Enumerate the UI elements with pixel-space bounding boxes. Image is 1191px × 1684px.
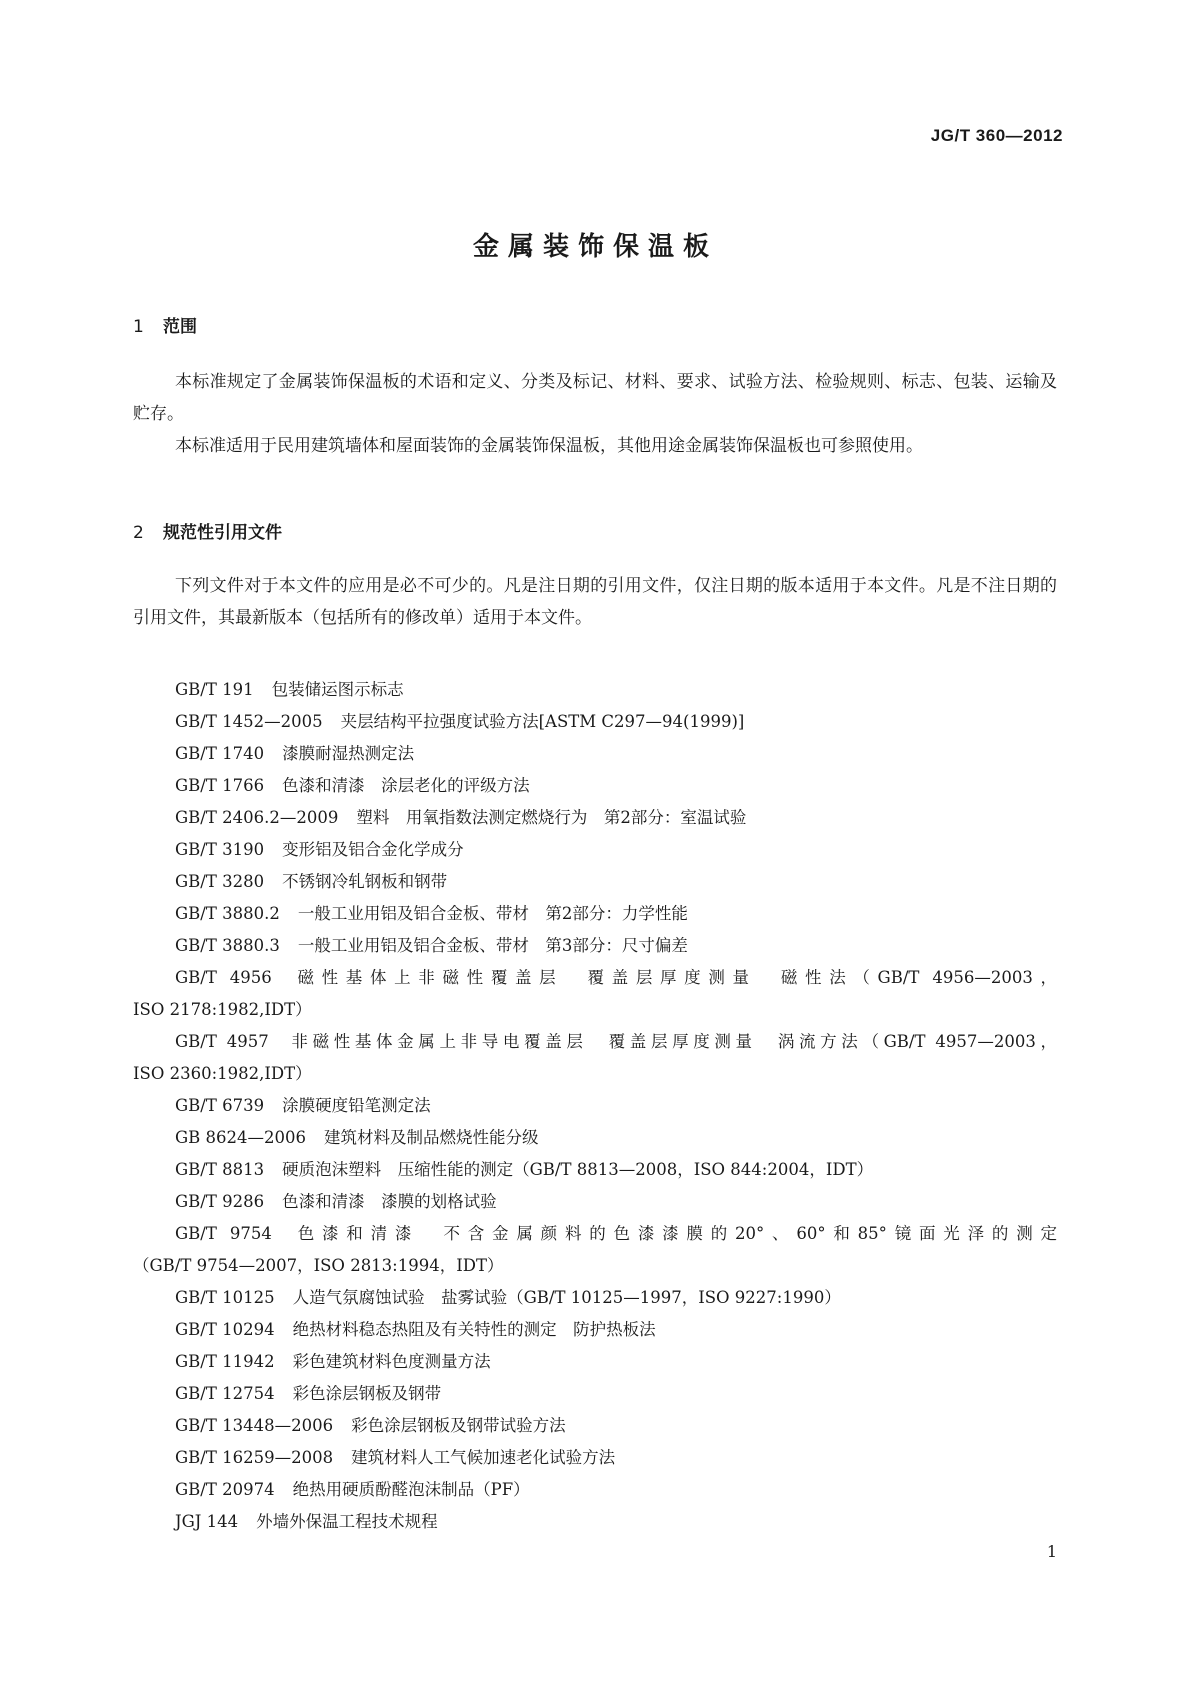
section-title: 范围	[163, 317, 197, 337]
reference-title: 色漆和清漆 不含金属颜料的色漆漆膜的20°、60°和85°镜面光泽的测定	[289, 1224, 1057, 1243]
reference-code: GB/T 10294	[175, 1320, 275, 1339]
reference-code: GB/T 191	[175, 680, 254, 699]
reference-title: 彩色涂层钢板及钢带试验方法	[351, 1416, 566, 1435]
reference-item	[175, 1282, 1057, 1314]
reference-title: 包装储运图示标志	[271, 680, 404, 699]
reference-title: 夹层结构平拉强度试验方法[ASTM C297—94(1999)]	[340, 712, 745, 731]
reference-title: 一般工业用铝及铝合金板、带材 第2部分：力学性能	[297, 904, 688, 923]
reference-line	[175, 962, 1057, 994]
reference-item	[175, 1410, 1057, 1442]
reference-item	[175, 1506, 1057, 1538]
reference-item	[175, 866, 1057, 898]
reference-title: 人造气氛腐蚀试验 盐雾试验（GB/T 10125—1997，ISO 9227:1990）	[292, 1288, 841, 1307]
reference-title: 绝热材料稳态热阻及有关特性的测定 防护热板法	[292, 1320, 656, 1339]
reference-title: 塑料 用氧指数法测定燃烧行为 第2部分：室温试验	[356, 808, 747, 827]
reference-code: GB/T 9754	[175, 1224, 272, 1243]
reference-title-continued: （GB/T 9754—2007，ISO 2813:1994，IDT）	[133, 1256, 504, 1275]
reference-code: GB/T 8813	[175, 1160, 265, 1179]
reference-code: GB/T 10125	[175, 1288, 275, 1307]
reference-title: 彩色建筑材料色度测量方法	[292, 1352, 491, 1371]
section-number: 1	[133, 317, 144, 337]
reference-code: GB/T 12754	[175, 1384, 275, 1403]
reference-code: GB/T 3880.2	[175, 904, 280, 923]
reference-item	[133, 1026, 1057, 1090]
reference-code: JGJ 144	[175, 1512, 239, 1531]
reference-code: GB 8624—2006	[175, 1128, 307, 1147]
reference-title: 磁性基体上非磁性覆盖层 覆盖层厚度测量 磁性法（GB/T 4956—2003，	[289, 968, 1057, 987]
reference-title: 涂膜硬度铅笔测定法	[282, 1096, 431, 1115]
reference-item	[175, 898, 1057, 930]
reference-code: GB/T 6739	[175, 1096, 265, 1115]
reference-code: GB/T 3190	[175, 840, 265, 859]
reference-code: GB/T 3280	[175, 872, 265, 891]
reference-title: 变形铝及铝合金化学成分	[282, 840, 464, 859]
section-1-heading	[133, 312, 197, 337]
reference-code: GB/T 9286	[175, 1192, 265, 1211]
reference-code: GB/T 11942	[175, 1352, 275, 1371]
document-title: 金属装饰保温板	[472, 232, 718, 262]
reference-item	[175, 1122, 1057, 1154]
reference-title: 硬质泡沫塑料 压缩性能的测定（GB/T 8813—2008，ISO 844:2004，IDT）	[282, 1160, 874, 1179]
page-number: 1	[1046, 1542, 1057, 1561]
reference-item	[175, 706, 1057, 738]
reference-item	[175, 1154, 1057, 1186]
reference-title: 漆膜耐湿热测定法	[282, 744, 415, 763]
reference-code: GB/T 20974	[175, 1480, 275, 1499]
scope-paragraph-2: 本标准适用于民用建筑墙体和屋面装饰的金属装饰保温板，其他用途金属装饰保温板也可参照使用。	[175, 436, 923, 456]
reference-title: 建筑材料人工气候加速老化试验方法	[351, 1448, 616, 1467]
reference-title: 绝热用硬质酚醛泡沫制品（PF）	[292, 1480, 530, 1499]
reference-item	[175, 770, 1057, 802]
reference-item	[175, 930, 1057, 962]
reference-title: 色漆和清漆 漆膜的划格试验	[282, 1192, 497, 1211]
reference-title: 不锈钢冷轧钢板和钢带	[282, 872, 448, 891]
reference-list	[133, 674, 1057, 1538]
reference-item	[175, 834, 1057, 866]
reference-title: 一般工业用铝及铝合金板、带材 第3部分：尺寸偏差	[297, 936, 688, 955]
reference-title: 外墙外保温工程技术规程	[256, 1512, 438, 1531]
reference-line	[175, 1218, 1057, 1250]
section-2-heading	[133, 518, 282, 543]
reference-title: 建筑材料及制品燃烧性能分级	[324, 1128, 539, 1147]
reference-item	[175, 674, 1057, 706]
reference-item	[175, 738, 1057, 770]
reference-item	[175, 802, 1057, 834]
reference-item	[175, 1186, 1057, 1218]
reference-code: GB/T 4956	[175, 968, 272, 987]
reference-item	[175, 1346, 1057, 1378]
reference-item	[175, 1378, 1057, 1410]
reference-code: GB/T 2406.2—2009	[175, 808, 339, 827]
reference-item	[175, 1090, 1057, 1122]
reference-code: GB/T 16259—2008	[175, 1448, 334, 1467]
standard-code: JG/T 360—2012	[930, 126, 1063, 145]
reference-code: GB/T 13448—2006	[175, 1416, 334, 1435]
reference-title: 非磁性基体金属上非导电覆盖层 覆盖层厚度测量 涡流方法（GB/T 4957—2003，	[286, 1032, 1057, 1051]
reference-item	[175, 1442, 1057, 1474]
reference-title-continued: ISO 2178:1982,IDT）	[133, 1000, 312, 1019]
reference-item	[175, 1474, 1057, 1506]
reference-item	[133, 962, 1057, 1026]
reference-line	[175, 1026, 1057, 1058]
reference-item	[175, 1314, 1057, 1346]
reference-title: 彩色涂层钢板及钢带	[292, 1384, 442, 1403]
reference-code: GB/T 3880.3	[175, 936, 280, 955]
reference-code: GB/T 1452—2005	[175, 712, 323, 731]
reference-code: GB/T 4957	[175, 1032, 269, 1051]
reference-code: GB/T 1766	[175, 776, 265, 795]
reference-title-continued: ISO 2360:1982,IDT）	[133, 1064, 312, 1083]
section-number: 2	[133, 523, 144, 543]
references-intro: 下列文件对于本文件的应用是必不可少的。凡是注日期的引用文件，仅注日期的版本适用于本文件。凡是不注日期的引用文件，其最新版本（包括所有的修改单）适用于本文件。	[133, 576, 1057, 628]
reference-title: 色漆和清漆 涂层老化的评级方法	[282, 776, 530, 795]
section-title: 规范性引用文件	[163, 523, 282, 543]
reference-item	[133, 1218, 1057, 1282]
scope-paragraph-1: 本标准规定了金属装饰保温板的术语和定义、分类及标记、材料、要求、试验方法、检验规则、标志、包装、运输及贮存。	[133, 372, 1057, 424]
reference-code: GB/T 1740	[175, 744, 265, 763]
